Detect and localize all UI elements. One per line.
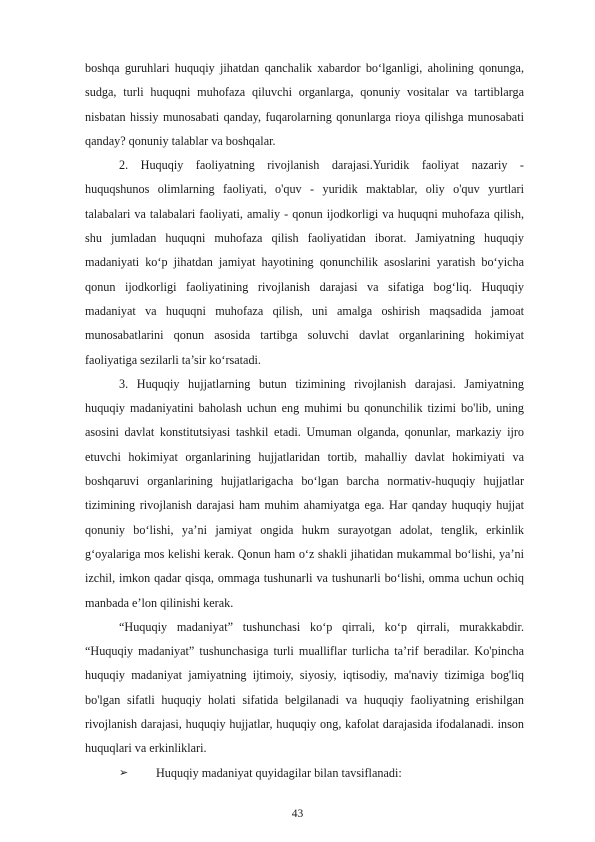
paragraph-legal-documents: 3. Huquqiy hujjatlarning butun tizimining rivojlanish darajasi. Jamiyatning huquqiy madaniyatini baholash uchun eng muhimi bu qonunchilik tizimi bo'lib, uning asosini davlat konstitutsiyasi tashkil etadi. Umuman olganda, qonunlar, markaziy ijro etuvchi hokimiyat organlarining hujjatlaridan tortib, mahalliy davlat hokimiyati va boshqaruvi organlarining hujjatlarigacha bo‘lgan barcha normativ-huquqiy hujjatlar tizimining rivojlanish darajasi ham muhim ahamiyatga ega. Har qanday huquqiy hujjat qonuniy bo‘lishi, ya’ni jamiyat ongida hukm surayotgan adolat, tenglik, erkinlik g‘oyalariga mos kelishi kerak. Qonun ham o‘z shakli jihatidan mukammal bo‘lishi, ya’ni izchil, imkon qadar qisqa, ommaga tushunarli va tushunarli bo‘lishi, omma uchun ochiq manbada e’lon qilinishi kerak. [85,376,524,610]
paragraph-legal-activity: 2. Huquqiy faoliyatning rivojlanish darajasi.Yuridik faoliyat nazariy - huquqshunos olimlarning faoliyati, o'quv - yuridik maktablar, oliy o'quv yurtlari talabalari va talabalari faoliyati, amaliy - qonun ijodkorligi va huquqni muhofaza qilish, shu jumladan huquqni muhofaza qilish faoliyatidan iborat. Jamiyatning huquqiy madaniyati ko‘p jihatdan jamiyat hayotining qonunchilik asoslarini yaratish bo‘yicha qonun ijodkorligi faoliyatining rivojlanish darajasi va sifatiga bog‘liq. Huquqiy madaniyat va huquqni muhofaza qilish, uni amalga oshirish maqsadida jamoat munosabatlarini qonun asosida tartibga soluvchi davlat organlarining hokimiyat faoliyatiga sezilarli ta’sir ko‘rsatadi. [85,158,524,367]
page-number: 43 [291,808,304,820]
document-body [85,56,524,785]
paragraph-legal-culture-definition: “Huquqiy madaniyat” tushunchasi ko‘p qirrali, ko‘p qirrali, murakkabdir. “Huquqiy madaniyat” tushunchasiga turli mualliflar turlicha ta’rif beradilar. Ko'pincha huquqiy madaniyat jamiyatning ijtimoiy, siyosiy, iqtisodiy, ma'naviy tizimiga bog'liq bo'lgan sifatli huquqiy holati sifatida belgilanadi va huquqiy faoliyatning erishilgan rivojlanish darajasi, huquqiy hujjatlar, huquqiy ong, kafolat darajasida ifodalanadi. inson huquqlari va erkinliklari. [85,619,524,756]
paragraph-continuation: boshqa guruhlari huquqiy jihatdan qanchalik xabardor bo‘lganligi, aholining qonunga, sudga, turli huquqni muhofaza qiluvchi organlarga, qonuniy vositalar va tartiblarga nisbatan hissiy munosabati qanday, fuqarolarning qonunlarga rioya qilishga munosabati qanday? qonuniy talablar va boshqalar. [85,61,524,148]
bullet-item-text: Huquqiy madaniyat quyidagilar bilan tavsiflanadi: [156,765,402,780]
bullet-item [85,761,524,785]
arrowhead-bullet-icon: ➢ [119,765,129,779]
